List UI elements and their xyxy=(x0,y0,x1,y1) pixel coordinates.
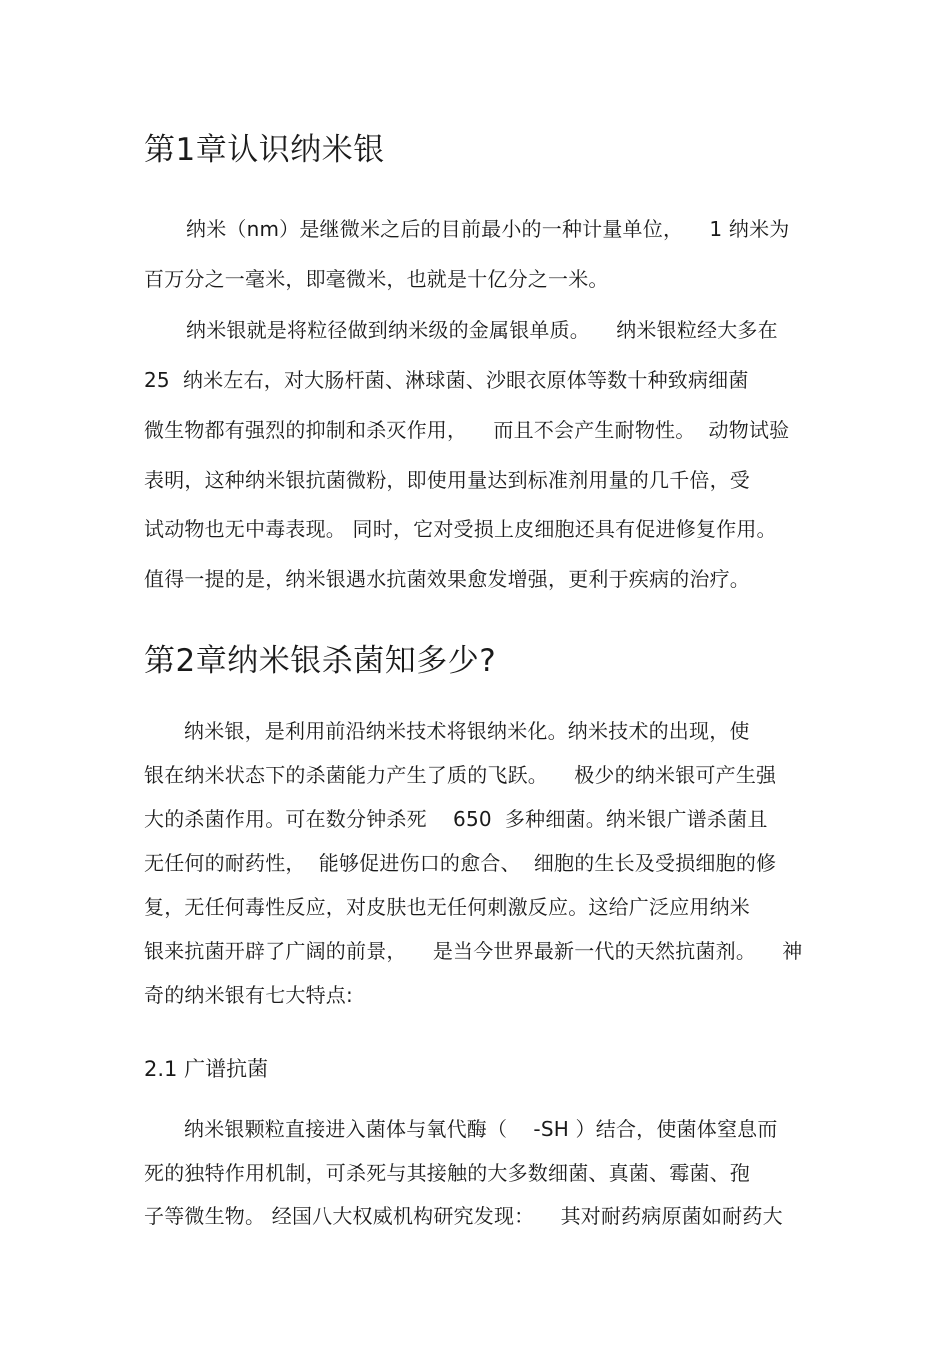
chapter-1-p2-line-3: 微生物都有强烈的抑制和杀灭作用， 而且不会产生耐物性。 动物试验 xyxy=(144,418,790,442)
chapter-1-p1-line-1: 纳米（nm）是继微米之后的目前最小的一种计量单位， 1 纳米为 xyxy=(186,217,790,241)
chapter-1-p2-line-1: 纳米银就是将粒径做到纳米级的金属银单质。 纳米银粒经大多在 xyxy=(186,318,778,342)
chapter-2-p1-line-5: 复，无任何毒性反应，对皮肤也无任何刺激反应。这给广泛应用纳米 xyxy=(144,895,750,919)
chapter-2-p1-line-2: 银在纳米状态下的杀菌能力产生了质的飞跃。 极少的纳米银可产生强 xyxy=(144,763,777,787)
section-2-1-title: 2.1 广谱抗菌 xyxy=(144,1057,269,1081)
chapter-2-p1-line-6: 银来抗菌开辟了广阔的前景， 是当今世界最新一代的天然抗菌剂。 神 xyxy=(144,939,803,963)
chapter-2-p1-line-3: 大的杀菌作用。可在数分钟杀死 650 多种细菌。纳米银广谱杀菌且 xyxy=(144,807,768,831)
section-2-1-p1-line-1: 纳米银颗粒直接进入菌体与氧代酶（ -SH ）结合，使菌体窒息而 xyxy=(184,1117,778,1141)
chapter-2-p1-line-4: 无任何的耐药性， 能够促进伤口的愈合、 细胞的生长及受损细胞的修 xyxy=(144,851,777,875)
chapter-1-p2-line-4: 表明，这种纳米银抗菌微粉，即使用量达到标准剂用量的几千倍，受 xyxy=(144,468,750,492)
chapter-1-p1-line-2: 百万分之一毫米，即毫微米，也就是十亿分之一米。 xyxy=(144,267,609,291)
chapter-1-p2-line-2: 25 纳米左右，对大肠杆菌、淋球菌、沙眼衣原体等数十种致病细菌 xyxy=(144,368,749,392)
chapter-2-title: 第2章纳米银杀菌知多少? xyxy=(144,643,497,679)
chapter-1-p2-line-6: 值得一提的是，纳米银遇水抗菌效果愈发增强，更利于疾病的治疗。 xyxy=(144,567,750,591)
section-2-1-p1-line-3: 子等微生物。 经国八大权威机构研究发现： 其对耐药病原菌如耐药大 xyxy=(144,1204,783,1228)
chapter-1-title: 第1章认识纳米银 xyxy=(144,132,385,168)
chapter-2-p1-line-1: 纳米银，是利用前沿纳米技术将银纳米化。纳米技术的出现，使 xyxy=(184,719,750,743)
chapter-2-p1-line-7: 奇的纳米银有七大特点: xyxy=(144,983,353,1007)
section-2-1-p1-line-2: 死的独特作用机制，可杀死与其接触的大多数细菌、真菌、霉菌、孢 xyxy=(144,1161,750,1185)
chapter-1-p2-line-5: 试动物也无中毒表现。 同时，它对受损上皮细胞还具有促进修复作用。 xyxy=(144,517,777,541)
